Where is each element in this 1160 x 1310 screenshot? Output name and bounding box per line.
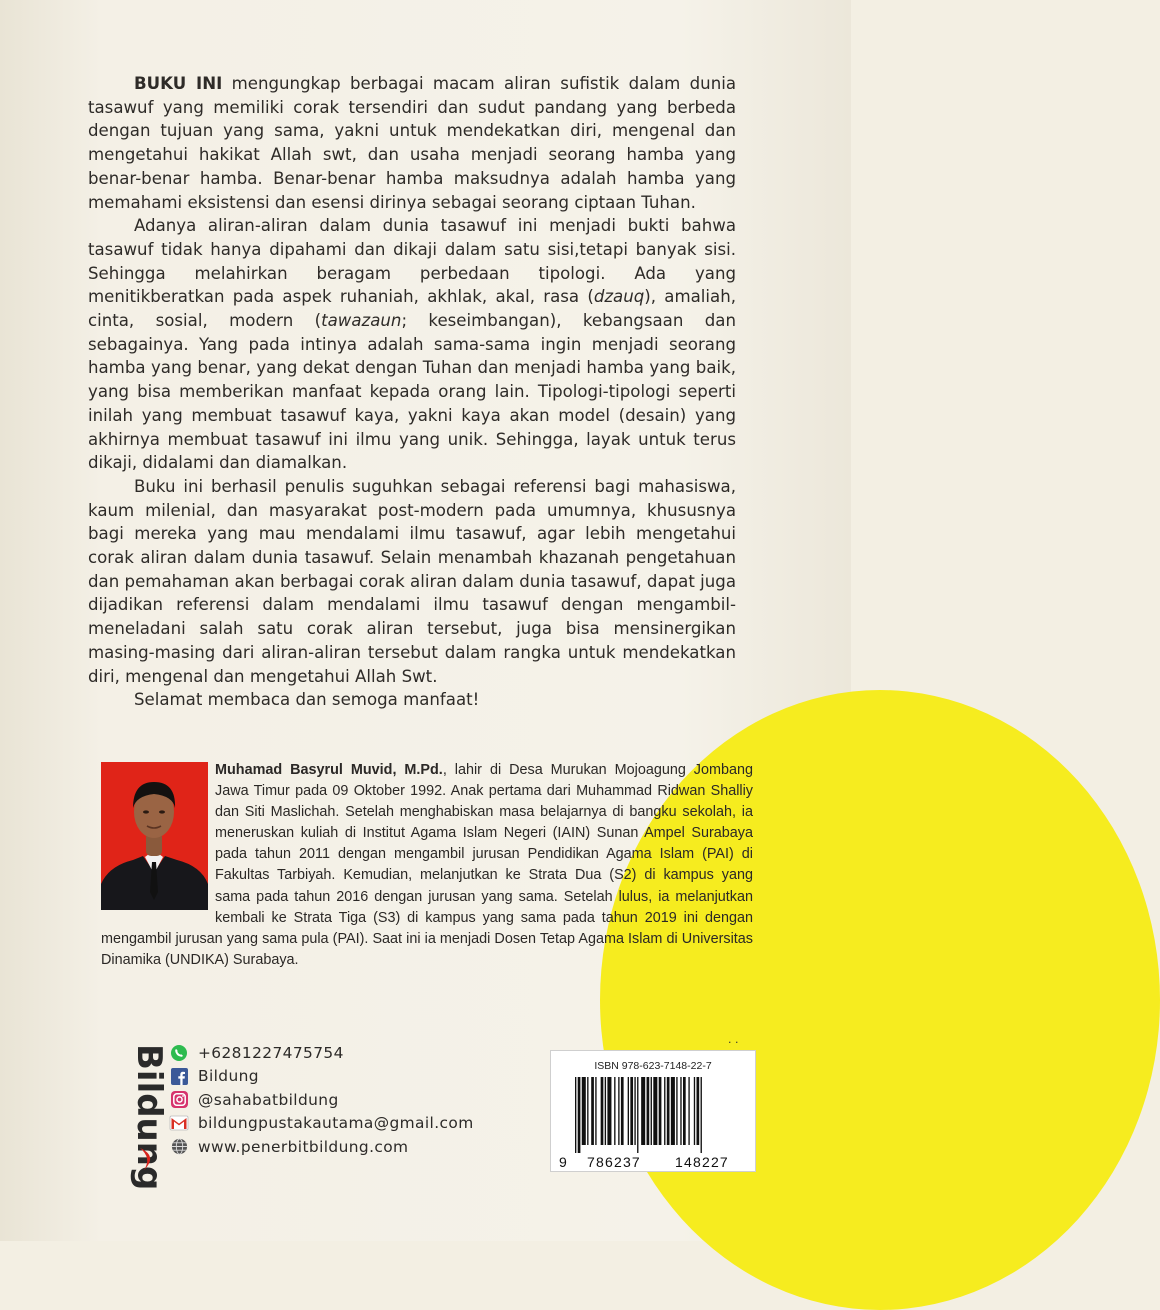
barcode-bar	[701, 1077, 702, 1153]
barcode-bar	[628, 1077, 629, 1145]
barcode-bar	[618, 1077, 619, 1145]
term-dzauq: dzauq	[593, 287, 645, 307]
barcode-bar	[641, 1077, 645, 1145]
globe-icon	[168, 1138, 190, 1156]
barcode-bar	[659, 1077, 662, 1145]
facebook-icon	[168, 1067, 190, 1085]
barcode-bar	[683, 1077, 686, 1145]
barcode-bar	[688, 1077, 689, 1145]
barcode-bar	[591, 1077, 594, 1145]
blurb-p2-part-a: Adanya aliran-aliran dalam dunia tasawuf ini menjadi bukti bahwa tasawuf tidak hanya dipahami dan dikaji dalam satu sisi,tetapi banyak sisi. Sehingga melahirkan beragam perbedaan tipologi. Ada yang menitikberatkan pada aspek ruhaniah, akhlak, akal, rasa (	[88, 216, 736, 307]
closing-line: Selamat membaca dan semoga manfaat!	[134, 690, 480, 710]
gmail-icon	[168, 1114, 190, 1132]
barcode-bar	[575, 1077, 576, 1153]
blurb-paragraph-3: Buku ini berhasil penulis suguhkan sebagai referensi bagi mahasiswa, kaum milenial, dan masyarakat post-modern pada umumnya, khususnya bagi mereka yang mau mendalami ilmu tasawuf, agar lebih mengetahui corak aliran dalam dunia tasawuf. Selain menambah khazanah pengetahuan dan pemahaman akan berbagai corak aliran dalam dunia tasawuf, dapat juga dijadikan referensi dalam mendalami ilmu tasawuf dengan mengambil-meneladani salah satu corak aliran tersebut, juga bisa mensinergikan masing-masing dari aliran-aliran tersebut dalam rangka untuk mendekatkan diri, mengenal dan mengetahui Allah Swt.	[88, 476, 736, 686]
term-tawazaun: tawazaun	[321, 311, 402, 331]
author-bio	[101, 760, 753, 971]
blurb-lead: BUKU INI	[134, 74, 223, 93]
barcode-bar	[614, 1077, 615, 1145]
barcode-bar	[605, 1077, 606, 1145]
barcode-bar	[664, 1077, 665, 1145]
isbn-label: ISBN 978-623-7148-22-7	[594, 1060, 712, 1072]
barcode-bar	[637, 1077, 638, 1153]
contact-website-text: www.penerbitbildung.com	[198, 1137, 409, 1156]
blurb-paragraph-1	[88, 72, 736, 214]
author-bio-text: , lahir di Desa Murukan Mojoagung Jombang Jawa Timur pada 09 Oktober 1992. Anak pertama dari Muhammad Ridwan Shalliy dan Siti Maslichah. Setelah menghabiskan masa belajarnya di bangku sekolah, ia meneruskan kuliah di Institut Agama Islam Negeri (IAIN) Sunan Ampel Surabaya pada tahun 2011 dengan mengambil jurusan Pendidikan Agama Islam (PAI) di Fakultas Tarbiyah. Kemudian, melanjutkan ke Strata Dua (S2) di kampus yang sama pada tahun 2016 dengan jurusan yang sama. Setelah lulus, ia melanjutkan kembali ke Strata Tiga (S3) di kampus yang sama pada tahun 2019 ini dengan mengambil jurusan yang sama pula (PAI). Saat ini ia menjadi Dosen Tetap Agama Islam di Universitas Dinamika (UNDIKA) Surabaya.	[101, 762, 754, 968]
author-name: Muhamad Basyrul Muvid, M.Pd.	[215, 762, 443, 778]
barcode-bar	[667, 1077, 670, 1145]
instagram-icon	[168, 1091, 190, 1109]
contact-website	[168, 1135, 474, 1159]
barcode-bar	[694, 1077, 695, 1145]
contact-facebook	[168, 1065, 474, 1089]
barcode-bar	[634, 1077, 635, 1145]
bildung-logo-text: Bildung	[129, 1044, 169, 1191]
contact-instagram-text: @sahabatbildung	[198, 1090, 339, 1109]
barcode-bar	[601, 1077, 604, 1145]
barcode-bar	[587, 1077, 588, 1145]
isbn-barcode-box	[550, 1050, 756, 1172]
contact-phone-text: +6281227475754	[198, 1043, 344, 1062]
blurb-p2-part-b: ), amaliah, cinta, sosial, modern (	[88, 287, 736, 331]
isbn-digits-left: 786237	[587, 1154, 641, 1170]
isbn-digit-lead: 9	[559, 1154, 568, 1170]
barcode-bar	[621, 1077, 624, 1145]
barcode-bar	[595, 1077, 596, 1145]
printer-marks: · ·	[728, 1036, 739, 1049]
barcode-bar	[582, 1077, 586, 1145]
bildung-logo	[100, 1040, 169, 1191]
barcode-bar	[607, 1077, 611, 1145]
contact-email-text: bildungpustakautama@gmail.com	[198, 1114, 474, 1133]
blurb-p2-part-c: ; keseimbangan), kebangsaan dan sebagainya. Yang pada intinya adalah sama-sama ingin menjadi seorang hamba yang benar, yang dekat dengan Tuhan dan menjadi hamba yang baik, yang bisa memberikan manfaat kepada orang lain. Tipologi-tipologi seperti inilah yang membuat tasawuf kaya, yakni kaya akan model (desain) yang akhirnya membuat tasawuf ini ilmu yang unik. Sehingga, layak untuk terus dikaji, didalami dan diamalkan.	[88, 311, 736, 473]
barcode-bar	[680, 1077, 681, 1145]
blurb-text	[88, 72, 736, 712]
contact-facebook-text: Bildung	[198, 1067, 259, 1086]
barcode-bar	[578, 1077, 581, 1153]
barcode-bar	[697, 1077, 700, 1145]
blurb-p1-body: mengungkap berbagai macam aliran sufistik dalam dunia tasawuf yang memiliki corak tersendiri dan sudut pandang yang berbeda dengan tujuan yang sama, yakni untuk mendekatkan diri, mengenal dan mengetahui hakikat Allah swt, dan usaha menjadi seorang hamba yang benar-benar hamba. Benar-benar hamba maksudnya adalah hamba yang memahami eksistensi dan esensi dirinya sebagai seorang ciptaan Tuhan.	[88, 74, 736, 212]
barcode-bar	[630, 1077, 633, 1145]
barcode-icon	[557, 1077, 749, 1153]
isbn-digits-right: 148227	[675, 1154, 729, 1170]
contact-email	[168, 1112, 474, 1136]
barcode-bar	[676, 1077, 677, 1145]
barcode-bar	[653, 1077, 657, 1145]
publisher-contacts	[168, 1041, 474, 1159]
contact-instagram	[168, 1088, 474, 1112]
whatsapp-icon	[168, 1044, 190, 1062]
barcode-bar	[651, 1077, 652, 1145]
barcode-bar	[671, 1077, 675, 1145]
contact-whatsapp	[168, 1041, 474, 1065]
blurb-paragraph-2	[88, 214, 736, 475]
barcode-bar	[647, 1077, 650, 1145]
